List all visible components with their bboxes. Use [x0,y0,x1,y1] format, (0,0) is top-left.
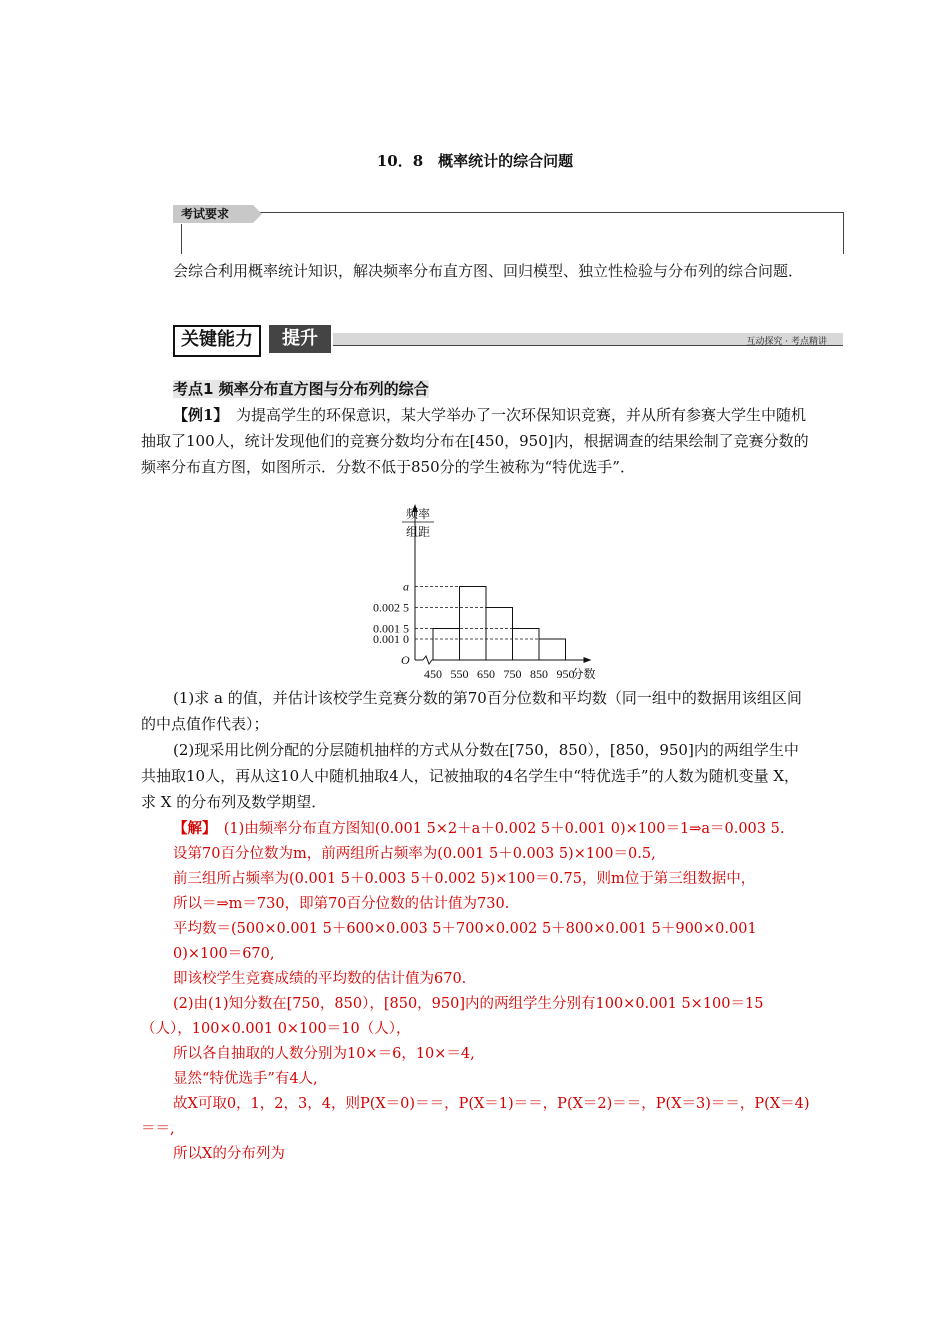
x-axis-arrow [584,657,592,663]
x-tick-label: 650 [477,667,495,681]
example-label: 【例1】 [173,406,221,424]
requirements-left-line [181,224,182,254]
solution-line-1: 设第70百分位数为m，前两组所占频率为(0.001 5＋0.003 5)×100＝0.5, [173,846,656,862]
solution-line-6: (2)由(1)知分数在[750，850），[850，950]内的两组学生分别有100×0.001 5×100＝15（人），100×0.001 0×100＝10（人）， [141,996,764,1037]
histogram-chart [360,500,620,685]
y-tick-label: 0.001 5 [373,621,409,636]
solution-line-0: 【解】 (1)由频率分布直方图知(0.001 5×2＋a＋0.002 5＋0.001 0)×100＝1⇒a＝0.003 5. [141,816,811,842]
x-axis-break [423,656,432,664]
requirements-right-line [843,212,844,254]
solution-line-7: 所以各自抽取的人数分别为10×＝6，10×＝4, [173,1046,475,1062]
x-tick-label: 850 [530,667,548,681]
x-axis-label: 分数 [571,667,596,681]
histogram-bar [460,587,487,661]
example-text: 为提高学生的环保意识，某大学举办了一次环保知识竞赛，并从所有参赛大学生中随机抽取了100人，统计发现他们的竞赛分数均分布在[450，950]内，根据调查的结果绘制了竞赛分数的频率分布直方图，如图所示．分数不低于850分的学生被称为“特优选手”． [141,406,809,476]
requirements-tag: 考试要求 [173,205,253,223]
banner-accent-label: 提升 [269,325,331,353]
solution-block [141,816,811,1167]
key-ability-banner [173,325,843,355]
solution-line-4: 平均数＝(500×0.001 5＋600×0.003 5＋700×0.002 5＋800×0.001 5＋900×0.001 0)×100＝670, [173,921,757,962]
requirements-tag-arrow [253,205,262,223]
solution-line-10: 所以X的分布列为 [173,1146,285,1162]
solution-line-2: 前三组所占频率为(0.001 5＋0.003 5＋0.002 5)×100＝0.75，则m位于第三组数据中， [173,871,756,887]
histogram-bar [486,608,513,661]
histogram-bar [539,639,566,660]
x-tick-label: 750 [503,667,522,681]
solution-label: 【解】 [173,820,210,837]
histogram-bar [433,629,460,661]
y-label-bottom: 组距 [405,525,431,539]
x-tick-label: 550 [450,667,469,681]
solution-line-9: 故X可取0，1，2，3，4，则P(X＝0)＝＝，P(X＝1)＝＝，P(X＝2)＝＝，P(X＝3)＝＝，P(X＝4)＝＝, [141,1096,810,1137]
x-tick-label: 450 [424,667,442,681]
solution-line-8: 显然“特优选手”有4人, [173,1071,318,1087]
banner-subtitle: 互动探究 · 考点精讲 [746,337,827,347]
page-title: 10．8 概率统计的综合问题 [376,152,574,170]
section-title-text: 考点1 频率分布直方图与分布列的综合 [173,380,429,398]
y-label-top: 频率 [405,507,431,521]
y-tick-label: a [403,579,409,594]
requirements-text: 会综合利用概率统计知识，解决频率分布直方图、回归模型、独立性检验与分布列的综合问题． [173,262,804,280]
question-2: (2)现采用比例分配的分层随机抽样的方式从分数在[750，850），[850，950]内的两组学生中共抽取10人，再从这10人中随机抽取4人，记被抽取的4名学生中“特优选手”的人数为随机变量 X，求 X 的分布列及数学期望． [141,741,800,811]
solution-line-5: 即该校学生竞赛成绩的平均数的估计值为670. [173,971,467,987]
banner-main-label: 关键能力 [173,325,261,357]
histogram-bar [513,629,540,661]
question-1: (1)求 a 的值，并估计该校学生竞赛分数的第70百分位数和平均数（同一组中的数据用该组区间的中点值作代表）； [141,689,802,733]
x-tick-label: 950 [556,667,575,681]
origin-label: O [401,653,410,667]
y-tick-label: 0.002 5 [373,600,409,615]
example-paragraph [141,402,811,480]
solution-line-3: 所以＝⇒m＝730，即第70百分位数的估计值为730. [173,896,510,912]
y-tick-label: 0.001 0 [373,632,409,646]
requirements-top-line [173,212,843,213]
section-title [173,378,429,399]
